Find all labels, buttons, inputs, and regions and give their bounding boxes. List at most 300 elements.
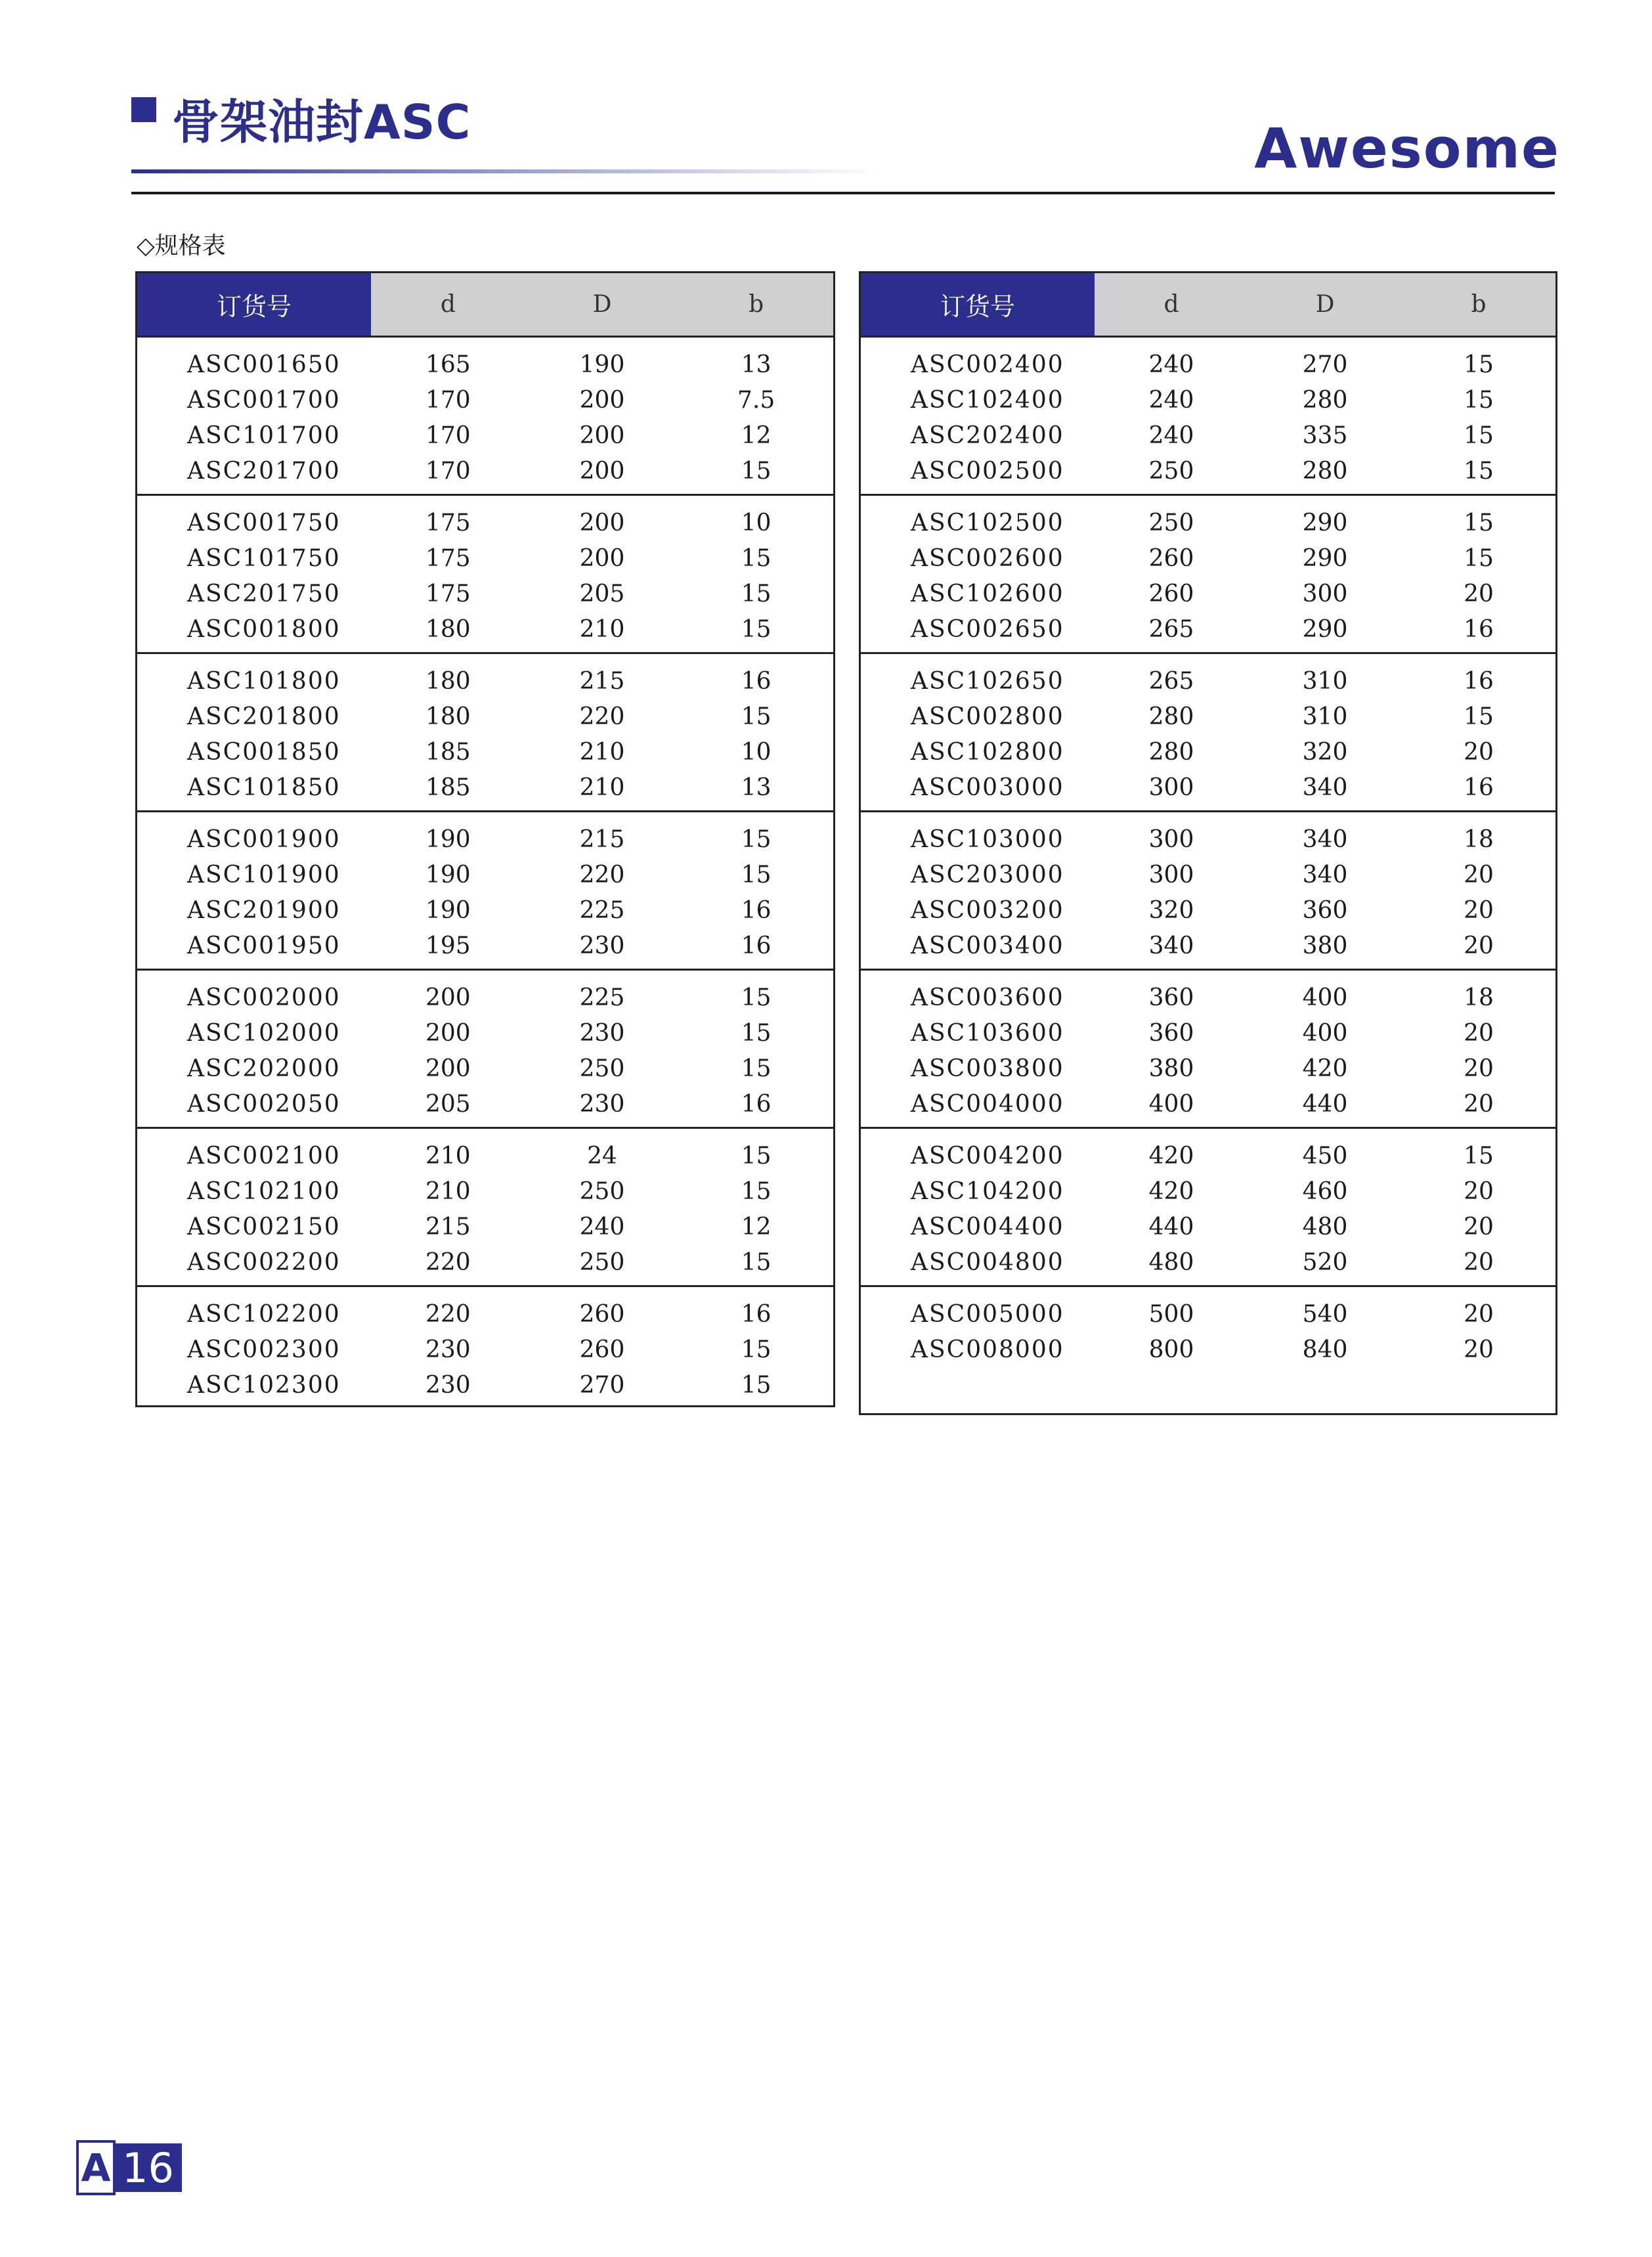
cell-code: ASC002400 xyxy=(911,351,1064,378)
cell-D: 360 xyxy=(1302,896,1348,924)
cell-b: 13 xyxy=(741,774,772,801)
cell-b: 20 xyxy=(1464,738,1494,766)
cell-b: 16 xyxy=(1464,615,1494,643)
column-header-b: b xyxy=(1471,291,1487,318)
cell-D: 240 xyxy=(579,1213,625,1240)
cell-d: 360 xyxy=(1148,984,1194,1011)
cell-d: 480 xyxy=(1148,1248,1194,1276)
cell-d: 220 xyxy=(425,1248,471,1276)
cell-d: 440 xyxy=(1148,1213,1194,1240)
page-number-badge xyxy=(76,2138,182,2197)
table-body xyxy=(137,338,833,1405)
cell-d: 340 xyxy=(1148,932,1194,959)
cell-code: ASC001950 xyxy=(187,932,341,959)
table-row xyxy=(137,418,833,453)
table-row xyxy=(137,611,833,647)
cell-b: 20 xyxy=(1464,896,1494,924)
cell-D: 400 xyxy=(1302,1019,1348,1047)
cell-b: 16 xyxy=(1464,774,1494,801)
cell-d: 210 xyxy=(425,1142,471,1170)
column-header-dims xyxy=(371,273,833,336)
cell-d: 230 xyxy=(425,1371,471,1399)
row-group xyxy=(861,971,1555,1129)
cell-code: ASC002050 xyxy=(187,1090,341,1118)
cell-b: 13 xyxy=(741,351,772,378)
table-row xyxy=(137,770,833,805)
cell-code: ASC002100 xyxy=(187,1142,341,1170)
cell-d: 170 xyxy=(425,386,471,414)
cell-d: 420 xyxy=(1148,1177,1194,1205)
cell-code: ASC004400 xyxy=(911,1213,1064,1240)
brand-logo: Awesome xyxy=(1254,116,1560,181)
cell-b: 15 xyxy=(741,615,772,643)
cell-D: 24 xyxy=(587,1142,617,1170)
cell-code: ASC102600 xyxy=(911,580,1064,607)
cell-code: ASC202400 xyxy=(911,422,1064,449)
cell-code: ASC102400 xyxy=(911,386,1064,414)
column-header-code: 订货号 xyxy=(137,273,371,336)
cell-b: 15 xyxy=(741,703,772,730)
cell-d: 190 xyxy=(425,825,471,853)
cell-code: ASC001800 xyxy=(187,615,341,643)
cell-D: 290 xyxy=(1302,544,1348,572)
cell-b: 15 xyxy=(1464,1142,1494,1170)
cell-d: 250 xyxy=(1148,509,1194,537)
row-group xyxy=(137,1287,833,1405)
cell-D: 480 xyxy=(1302,1213,1348,1240)
cell-b: 20 xyxy=(1464,1336,1494,1363)
cell-b: 20 xyxy=(1464,932,1494,959)
cell-code: ASC001850 xyxy=(187,738,341,766)
cell-d: 215 xyxy=(425,1213,471,1240)
table-row xyxy=(861,1332,1555,1367)
column-header-D: D xyxy=(592,291,612,318)
cell-D: 310 xyxy=(1302,703,1348,730)
cell-d: 180 xyxy=(425,703,471,730)
cell-D: 290 xyxy=(1302,615,1348,643)
cell-b: 15 xyxy=(741,580,772,607)
cell-D: 230 xyxy=(579,932,625,959)
cell-code: ASC002300 xyxy=(187,1336,341,1363)
cell-code: ASC004800 xyxy=(911,1248,1064,1276)
cell-code: ASC101850 xyxy=(187,774,341,801)
cell-d: 320 xyxy=(1148,896,1194,924)
cell-d: 180 xyxy=(425,615,471,643)
cell-D: 215 xyxy=(579,825,625,853)
cell-d: 250 xyxy=(1148,457,1194,485)
cell-D: 200 xyxy=(579,386,625,414)
table-row xyxy=(861,347,1555,382)
table-row xyxy=(861,699,1555,734)
cell-D: 200 xyxy=(579,509,625,537)
cell-code: ASC002650 xyxy=(911,615,1064,643)
table-body xyxy=(861,338,1555,1413)
table-row xyxy=(861,822,1555,857)
table-row xyxy=(137,540,833,576)
cell-code: ASC008000 xyxy=(911,1336,1064,1363)
cell-b: 15 xyxy=(741,1248,772,1276)
cell-b: 15 xyxy=(741,861,772,888)
spec-table-right xyxy=(859,271,1557,1415)
cell-b: 12 xyxy=(741,422,772,449)
table-row xyxy=(137,928,833,963)
table-row xyxy=(137,382,833,418)
cell-b: 16 xyxy=(741,1300,772,1328)
table-row xyxy=(861,770,1555,805)
cell-d: 190 xyxy=(425,861,471,888)
cell-code: ASC101700 xyxy=(187,422,341,449)
cell-D: 400 xyxy=(1302,984,1348,1011)
cell-b: 15 xyxy=(741,1019,772,1047)
section-letter: A xyxy=(76,2140,116,2195)
cell-D: 190 xyxy=(579,351,625,378)
cell-D: 280 xyxy=(1302,457,1348,485)
table-row xyxy=(137,892,833,928)
cell-b: 15 xyxy=(1464,703,1494,730)
cell-d: 205 xyxy=(425,1090,471,1118)
cell-d: 175 xyxy=(425,580,471,607)
cell-code: ASC003800 xyxy=(911,1055,1064,1082)
cell-code: ASC001750 xyxy=(187,509,341,537)
table-row xyxy=(861,418,1555,453)
table-row xyxy=(861,1244,1555,1280)
table-row xyxy=(861,382,1555,418)
table-row xyxy=(861,1296,1555,1332)
cell-D: 220 xyxy=(579,861,625,888)
table-row xyxy=(137,576,833,611)
table-row xyxy=(137,1367,833,1403)
cell-D: 210 xyxy=(579,774,625,801)
cell-D: 250 xyxy=(579,1248,625,1276)
cell-D: 440 xyxy=(1302,1090,1348,1118)
cell-b: 18 xyxy=(1464,984,1494,1011)
cell-d: 300 xyxy=(1148,861,1194,888)
table-header xyxy=(137,273,833,338)
cell-code: ASC102200 xyxy=(187,1300,341,1328)
cell-d: 200 xyxy=(425,1055,471,1082)
cell-code: ASC003000 xyxy=(911,774,1064,801)
cell-d: 185 xyxy=(425,774,471,801)
cell-D: 270 xyxy=(1302,351,1348,378)
cell-d: 400 xyxy=(1148,1090,1194,1118)
cell-b: 15 xyxy=(1464,386,1494,414)
cell-code: ASC102800 xyxy=(911,738,1064,766)
row-group xyxy=(137,654,833,812)
row-group xyxy=(861,654,1555,812)
cell-D: 300 xyxy=(1302,580,1348,607)
row-group xyxy=(137,496,833,654)
cell-d: 165 xyxy=(425,351,471,378)
table-row xyxy=(137,1296,833,1332)
cell-code: ASC102100 xyxy=(187,1177,341,1205)
cell-code: ASC203000 xyxy=(911,861,1064,888)
cell-b: 15 xyxy=(1464,422,1494,449)
cell-D: 520 xyxy=(1302,1248,1348,1276)
table-row xyxy=(861,892,1555,928)
cell-d: 200 xyxy=(425,1019,471,1047)
cell-d: 380 xyxy=(1148,1055,1194,1082)
table-row xyxy=(861,540,1555,576)
cell-d: 265 xyxy=(1148,667,1194,695)
cell-b: 20 xyxy=(1464,580,1494,607)
table-row xyxy=(861,1051,1555,1086)
page-number: 16 xyxy=(116,2143,182,2192)
title-marker-square xyxy=(131,97,156,122)
table-row xyxy=(861,928,1555,963)
cell-D: 450 xyxy=(1302,1142,1348,1170)
cell-d: 180 xyxy=(425,667,471,695)
cell-b: 15 xyxy=(1464,351,1494,378)
cell-code: ASC101900 xyxy=(187,861,341,888)
row-group xyxy=(861,1287,1555,1413)
cell-b: 20 xyxy=(1464,1090,1494,1118)
cell-b: 15 xyxy=(741,1371,772,1399)
table-row xyxy=(861,734,1555,770)
table-row xyxy=(861,1173,1555,1209)
cell-D: 220 xyxy=(579,703,625,730)
cell-b: 15 xyxy=(1464,509,1494,537)
cell-b: 16 xyxy=(1464,667,1494,695)
table-row xyxy=(137,347,833,382)
column-header-d: d xyxy=(1163,291,1179,318)
cell-d: 420 xyxy=(1148,1142,1194,1170)
section-label: ◇规格表 xyxy=(137,232,226,259)
cell-D: 200 xyxy=(579,544,625,572)
cell-b: 20 xyxy=(1464,1248,1494,1276)
table-row xyxy=(861,1015,1555,1051)
cell-code: ASC002800 xyxy=(911,703,1064,730)
cell-D: 280 xyxy=(1302,386,1348,414)
cell-b: 15 xyxy=(1464,457,1494,485)
table-row xyxy=(137,1209,833,1244)
page-title: 骨架油封ASC xyxy=(172,95,471,150)
cell-d: 360 xyxy=(1148,1019,1194,1047)
table-row xyxy=(861,663,1555,699)
cell-code: ASC002150 xyxy=(187,1213,341,1240)
cell-d: 175 xyxy=(425,544,471,572)
cell-d: 190 xyxy=(425,896,471,924)
cell-d: 240 xyxy=(1148,386,1194,414)
cell-code: ASC002600 xyxy=(911,544,1064,572)
cell-d: 280 xyxy=(1148,703,1194,730)
row-group xyxy=(861,1129,1555,1287)
cell-code: ASC201700 xyxy=(187,457,341,485)
cell-b: 15 xyxy=(741,1055,772,1082)
cell-code: ASC003600 xyxy=(911,984,1064,1011)
cell-code: ASC202000 xyxy=(187,1055,341,1082)
table-row xyxy=(137,1015,833,1051)
cell-code: ASC003400 xyxy=(911,932,1064,959)
cell-code: ASC104200 xyxy=(911,1177,1064,1205)
cell-b: 10 xyxy=(741,509,772,537)
cell-code: ASC101800 xyxy=(187,667,341,695)
cell-b: 10 xyxy=(741,738,772,766)
table-row xyxy=(861,1086,1555,1122)
cell-d: 800 xyxy=(1148,1336,1194,1363)
table-row xyxy=(861,857,1555,892)
spec-table-left xyxy=(135,271,835,1407)
cell-D: 205 xyxy=(579,580,625,607)
table-row xyxy=(137,822,833,857)
cell-d: 280 xyxy=(1148,738,1194,766)
cell-b: 20 xyxy=(1464,861,1494,888)
table-row xyxy=(861,611,1555,647)
table-row xyxy=(137,734,833,770)
cell-b: 16 xyxy=(741,1090,772,1118)
column-header-code: 订货号 xyxy=(861,273,1095,336)
cell-b: 16 xyxy=(741,896,772,924)
row-group xyxy=(861,496,1555,654)
cell-code: ASC101750 xyxy=(187,544,341,572)
cell-d: 260 xyxy=(1148,580,1194,607)
cell-D: 380 xyxy=(1302,932,1348,959)
table-row xyxy=(861,1138,1555,1173)
cell-b: 15 xyxy=(741,544,772,572)
table-row xyxy=(137,1173,833,1209)
row-group xyxy=(137,812,833,971)
cell-code: ASC103000 xyxy=(911,825,1064,853)
cell-b: 15 xyxy=(741,457,772,485)
cell-D: 460 xyxy=(1302,1177,1348,1205)
table-row xyxy=(137,1244,833,1280)
table-row xyxy=(861,453,1555,489)
cell-code: ASC102650 xyxy=(911,667,1064,695)
cell-b: 16 xyxy=(741,667,772,695)
table-row xyxy=(137,1138,833,1173)
row-group xyxy=(137,1129,833,1287)
cell-b: 15 xyxy=(741,1142,772,1170)
cell-D: 260 xyxy=(579,1300,625,1328)
table-header xyxy=(861,273,1555,338)
table-row xyxy=(137,663,833,699)
cell-D: 200 xyxy=(579,422,625,449)
cell-d: 185 xyxy=(425,738,471,766)
cell-D: 420 xyxy=(1302,1055,1348,1082)
cell-code: ASC005000 xyxy=(911,1300,1064,1328)
cell-D: 210 xyxy=(579,615,625,643)
cell-D: 340 xyxy=(1302,861,1348,888)
row-group xyxy=(861,338,1555,496)
cell-b: 15 xyxy=(741,984,772,1011)
cell-code: ASC001650 xyxy=(187,351,341,378)
cell-d: 300 xyxy=(1148,774,1194,801)
cell-d: 240 xyxy=(1148,351,1194,378)
cell-d: 220 xyxy=(425,1300,471,1328)
table-row xyxy=(861,980,1555,1015)
cell-D: 320 xyxy=(1302,738,1348,766)
cell-D: 335 xyxy=(1302,422,1348,449)
table-row xyxy=(137,453,833,489)
title-underline xyxy=(131,169,880,173)
cell-d: 260 xyxy=(1148,544,1194,572)
cell-b: 12 xyxy=(741,1213,772,1240)
cell-d: 500 xyxy=(1148,1300,1194,1328)
cell-code: ASC201900 xyxy=(187,896,341,924)
cell-D: 230 xyxy=(579,1090,625,1118)
cell-d: 300 xyxy=(1148,825,1194,853)
table-row xyxy=(137,1086,833,1122)
cell-d: 265 xyxy=(1148,615,1194,643)
cell-b: 20 xyxy=(1464,1213,1494,1240)
cell-d: 170 xyxy=(425,457,471,485)
table-row xyxy=(861,576,1555,611)
table-row xyxy=(861,505,1555,540)
cell-code: ASC103600 xyxy=(911,1019,1064,1047)
cell-b: 15 xyxy=(741,825,772,853)
cell-D: 250 xyxy=(579,1055,625,1082)
column-header-b: b xyxy=(749,291,764,318)
cell-D: 340 xyxy=(1302,825,1348,853)
cell-D: 260 xyxy=(579,1336,625,1363)
cell-code: ASC102000 xyxy=(187,1019,341,1047)
cell-d: 240 xyxy=(1148,422,1194,449)
cell-b: 16 xyxy=(741,932,772,959)
cell-code: ASC102300 xyxy=(187,1371,341,1399)
cell-code: ASC001700 xyxy=(187,386,341,414)
column-header-d: d xyxy=(440,291,456,318)
cell-b: 15 xyxy=(741,1336,772,1363)
cell-D: 215 xyxy=(579,667,625,695)
cell-code: ASC004000 xyxy=(911,1090,1064,1118)
cell-D: 840 xyxy=(1302,1336,1348,1363)
cell-code: ASC001900 xyxy=(187,825,341,853)
table-row xyxy=(137,980,833,1015)
cell-b: 7.5 xyxy=(737,386,775,414)
cell-D: 540 xyxy=(1302,1300,1348,1328)
cell-code: ASC004200 xyxy=(911,1142,1064,1170)
cell-b: 20 xyxy=(1464,1300,1494,1328)
cell-D: 225 xyxy=(579,984,625,1011)
cell-code: ASC003200 xyxy=(911,896,1064,924)
cell-d: 200 xyxy=(425,984,471,1011)
cell-code: ASC002500 xyxy=(911,457,1064,485)
table-row xyxy=(137,1332,833,1367)
row-group xyxy=(137,971,833,1129)
cell-b: 20 xyxy=(1464,1055,1494,1082)
cell-code: ASC002000 xyxy=(187,984,341,1011)
cell-b: 20 xyxy=(1464,1019,1494,1047)
cell-d: 175 xyxy=(425,509,471,537)
cell-b: 18 xyxy=(1464,825,1494,853)
cell-D: 340 xyxy=(1302,774,1348,801)
cell-b: 15 xyxy=(1464,544,1494,572)
table-row xyxy=(861,1209,1555,1244)
table-row xyxy=(137,699,833,734)
cell-code: ASC102500 xyxy=(911,509,1064,537)
cell-d: 195 xyxy=(425,932,471,959)
cell-D: 250 xyxy=(579,1177,625,1205)
cell-D: 230 xyxy=(579,1019,625,1047)
cell-d: 230 xyxy=(425,1336,471,1363)
cell-D: 270 xyxy=(579,1371,625,1399)
cell-D: 200 xyxy=(579,457,625,485)
cell-D: 310 xyxy=(1302,667,1348,695)
table-row xyxy=(137,505,833,540)
cell-D: 210 xyxy=(579,738,625,766)
cell-b: 20 xyxy=(1464,1177,1494,1205)
cell-code: ASC201800 xyxy=(187,703,341,730)
column-header-D: D xyxy=(1315,291,1335,318)
row-group xyxy=(861,812,1555,971)
table-row xyxy=(137,1051,833,1086)
column-header-dims xyxy=(1095,273,1555,336)
header-divider xyxy=(131,192,1555,194)
cell-d: 170 xyxy=(425,422,471,449)
cell-d: 210 xyxy=(425,1177,471,1205)
row-group xyxy=(137,338,833,496)
table-row xyxy=(137,857,833,892)
cell-b: 15 xyxy=(741,1177,772,1205)
